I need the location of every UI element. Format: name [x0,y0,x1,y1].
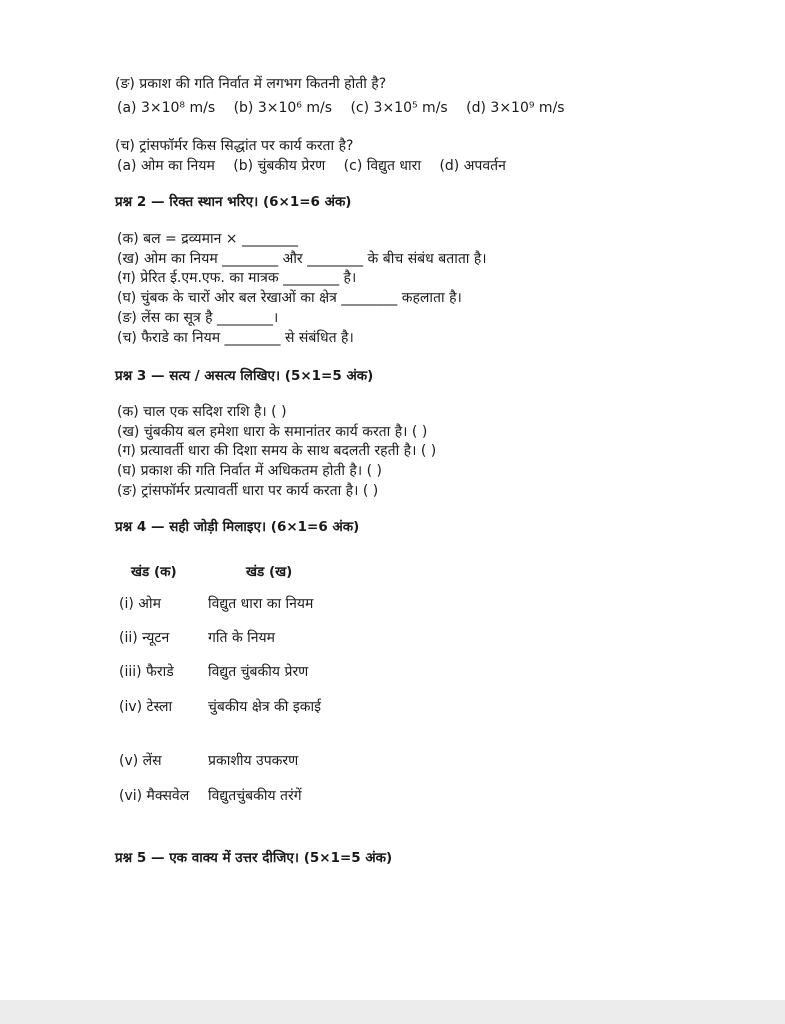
match-left: (v) लेंस [119,753,162,769]
column-header: खंड (क) [131,564,177,580]
list-item: (ख) चुंबकीय बल हमेशा धारा के समानांतर कार्य करता है। ( ) [117,424,428,440]
list-item: (च) फैराडे का नियम ________ से संबंधित है। [117,330,354,346]
option: (d) 3×10⁹ m/s [466,100,565,116]
option: (a) ओम का नियम [117,158,215,174]
list-item: (ख) ओम का नियम ________ और ________ के बीच संबंध बताता है। [117,251,487,267]
section-heading: प्रश्न 5 — एक वाक्य में उत्तर दीजिए। (5×1=5 अंक) [115,850,393,866]
option: (d) अपवर्तन [439,158,506,174]
match-left: (iv) टेस्ला [119,699,173,715]
match-right: विद्युत धारा का नियम [208,596,314,612]
match-right: गति के नियम [208,630,276,646]
option: (a) 3×10⁸ m/s [117,100,216,116]
match-left: (i) ओम [119,596,161,612]
question-text: (च) ट्रांसफॉर्मर किस सिद्धांत पर कार्य करता है? [115,138,354,154]
list-item: (घ) चुंबक के चारों ओर बल रेखाओं का क्षेत्र ________ कहलाता है। [117,290,462,306]
option: (b) चुंबकीय प्रेरण [233,158,326,174]
options-row [117,98,579,118]
match-left: (ii) न्यूटन [119,630,170,646]
list-item: (ङ) लेंस का सूत्र है ________। [117,310,279,326]
options-row [117,156,520,176]
list-item: (घ) प्रकाश की गति निर्वात में अधिकतम होती है। ( ) [117,463,382,479]
match-right: विद्युत चुंबकीय प्रेरण [208,664,309,680]
option: (c) 3×10⁵ m/s [350,100,448,116]
list-item: (क) चाल एक सदिश राशि है। ( ) [117,404,287,420]
match-right: प्रकाशीय उपकरण [208,753,299,769]
list-item: (क) बल = द्रव्यमान × ________ [117,231,298,247]
match-right: विद्युतचुंबकीय तरंगें [208,788,302,804]
match-left: (iii) फैराडे [119,664,174,680]
section-heading: प्रश्न 4 — सही जोड़ी मिलाइए। (6×1=6 अंक) [115,519,360,535]
list-item: (ङ) ट्रांसफॉर्मर प्रत्यावर्ती धारा पर कार्य करता है। ( ) [117,483,379,499]
column-header: खंड (ख) [246,564,293,580]
section-heading: प्रश्न 2 — रिक्त स्थान भरिए। (6×1=6 अंक) [115,194,352,210]
list-item: (ग) प्रेरित ई.एम.एफ. का मात्रक ________ है। [117,270,357,286]
option: (b) 3×10⁶ m/s [233,100,333,116]
match-right: चुंबकीय क्षेत्र की इकाई [208,699,322,715]
section-heading: प्रश्न 3 — सत्य / असत्य लिखिए। (5×1=5 अंक) [115,368,374,384]
option: (c) विद्युत धारा [343,158,421,174]
match-left: (vi) मैक्सवेल [119,788,190,804]
question-text: (ङ) प्रकाश की गति निर्वात में लगभग कितनी होती है? [115,76,387,92]
list-item: (ग) प्रत्यावर्ती धारा की दिशा समय के साथ बदलती रहती है। ( ) [117,443,437,459]
